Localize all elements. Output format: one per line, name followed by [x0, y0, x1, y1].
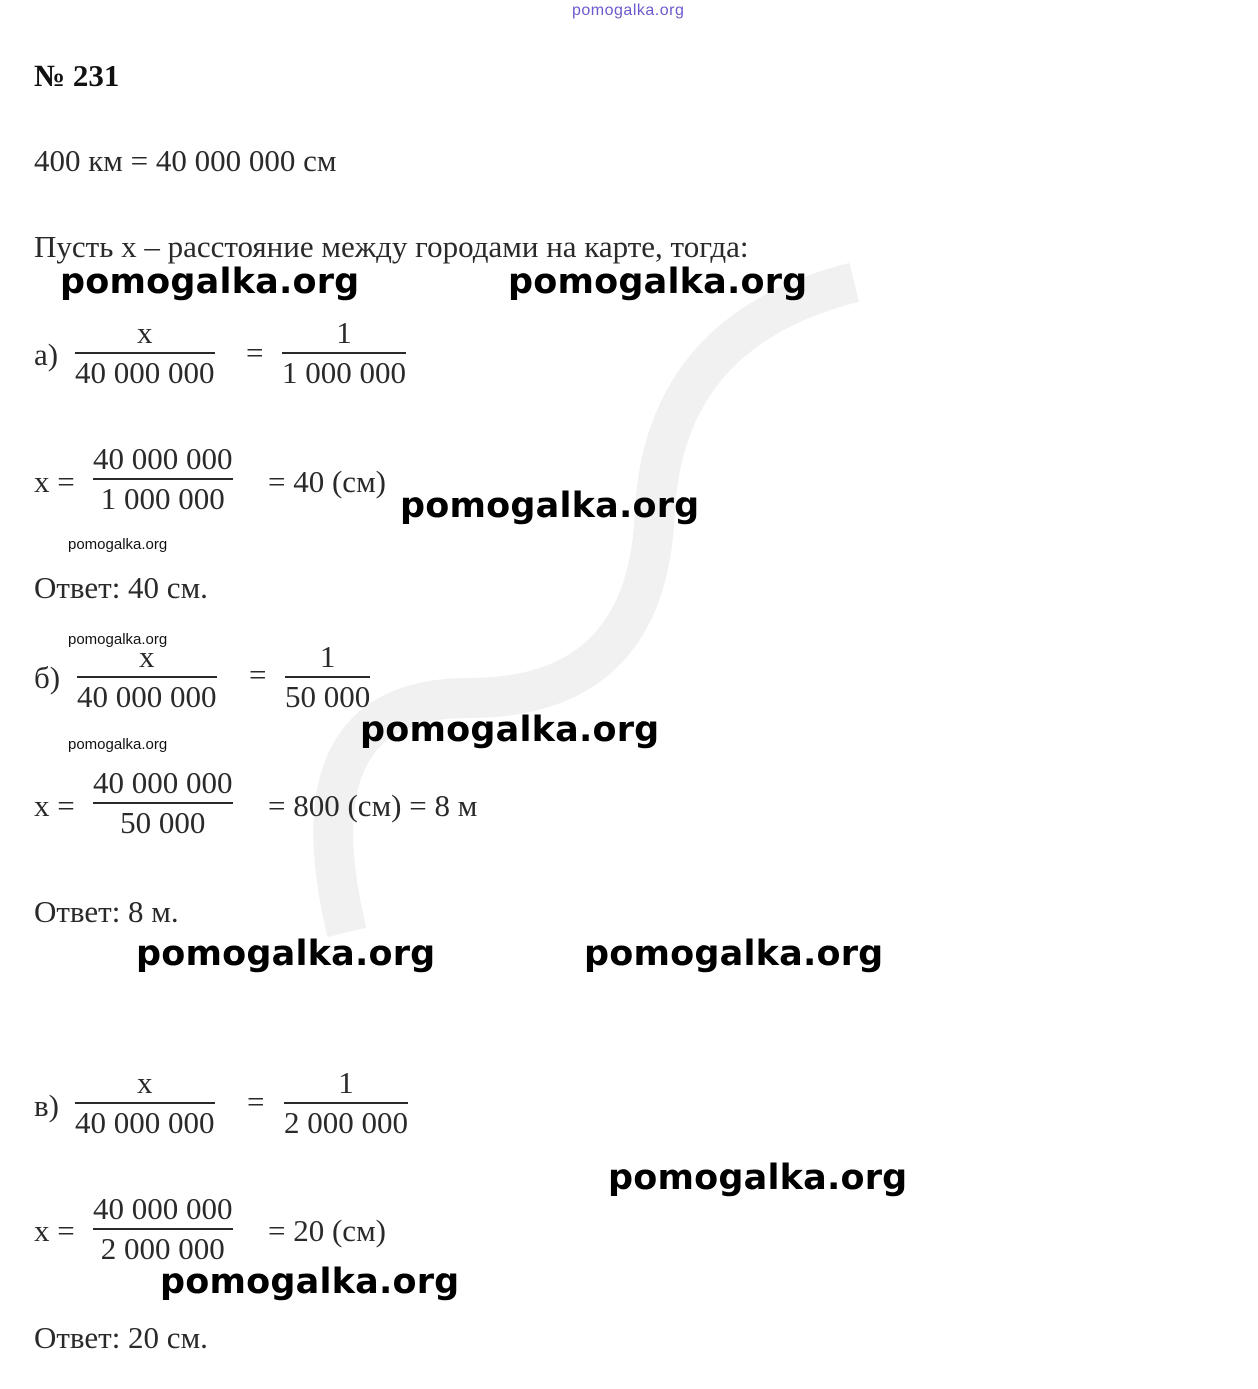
part-a-left-denominator: 40 000 000 — [75, 355, 215, 390]
part-v-label: в) — [34, 1088, 59, 1123]
watermark-1: pomogalka.org — [60, 262, 360, 302]
part-v-equals: = — [247, 1084, 265, 1119]
part-a-solution-result: = 40 (см) — [268, 464, 387, 499]
watermark-small-3: pomogalka.org — [68, 736, 168, 753]
watermark-7: pomogalka.org — [608, 1158, 908, 1198]
part-b-right-fraction — [285, 638, 370, 716]
part-v-solution-result: = 20 (см) — [268, 1213, 387, 1248]
watermark-6: pomogalka.org — [584, 934, 884, 974]
part-b-solution-result: = 800 (см) = 8 м — [268, 788, 478, 823]
part-v-solution-prefix: х = — [34, 1213, 75, 1248]
part-b-answer: Ответ: 8 м. — [34, 894, 179, 929]
unit-conversion: 400 км = 40 000 000 см — [34, 143, 337, 178]
part-b-right-numerator: 1 — [319, 639, 336, 674]
problem-number: № 231 — [34, 58, 120, 93]
part-v-left-fraction — [75, 1064, 215, 1142]
part-b-solution-numerator: 40 000 000 — [93, 765, 233, 800]
part-a-solution-numerator: 40 000 000 — [93, 441, 233, 476]
part-b-equals: = — [249, 657, 267, 692]
part-v-solution-denominator: 2 000 000 — [100, 1231, 225, 1266]
watermark-small-2: pomogalka.org — [68, 631, 168, 648]
part-a-right-denominator: 1 000 000 — [282, 355, 406, 390]
part-v-solution-fraction — [93, 1190, 233, 1268]
part-a-solution-prefix: х = — [34, 464, 75, 499]
part-b-left-numerator: x — [139, 639, 155, 674]
watermark-3: pomogalka.org — [400, 486, 700, 526]
top-watermark: pomogalka.org — [572, 2, 685, 19]
part-v-solution-numerator: 40 000 000 — [93, 1191, 233, 1226]
watermark-5: pomogalka.org — [136, 934, 436, 974]
part-b-left-fraction — [77, 638, 217, 716]
part-a-left-fraction — [75, 314, 215, 392]
part-b-left-denominator: 40 000 000 — [77, 679, 217, 714]
part-a-right-fraction — [282, 314, 406, 392]
part-v-right-numerator: 1 — [338, 1065, 354, 1100]
part-a-label: а) — [34, 337, 59, 372]
watermark-2: pomogalka.org — [508, 262, 808, 302]
intro-text: Пусть х – расстояние между городами на карте, тогда: — [34, 229, 749, 264]
part-a-right-numerator: 1 — [336, 315, 352, 350]
part-a-solution-denominator: 1 000 000 — [100, 481, 225, 516]
part-a-solution-fraction — [93, 440, 233, 518]
part-v-left-denominator: 40 000 000 — [75, 1105, 215, 1140]
part-b-solution-fraction — [93, 764, 233, 842]
part-b-solution-denominator: 50 000 — [120, 805, 206, 840]
part-b-label: б) — [34, 660, 61, 695]
watermark-4: pomogalka.org — [360, 710, 660, 750]
watermark-small-1: pomogalka.org — [68, 536, 168, 553]
part-a-answer: Ответ: 40 см. — [34, 570, 208, 605]
part-v-left-numerator: x — [137, 1065, 153, 1100]
part-v-answer: Ответ: 20 см. — [34, 1320, 208, 1355]
part-b-right-denominator: 50 000 — [285, 679, 371, 714]
part-a-left-numerator: x — [137, 315, 153, 350]
part-b-solution-prefix: х = — [34, 788, 75, 823]
part-a-equals: = — [246, 335, 264, 370]
part-v-right-fraction — [284, 1064, 408, 1142]
watermark-8: pomogalka.org — [160, 1262, 460, 1302]
part-v-right-denominator: 2 000 000 — [284, 1105, 408, 1140]
